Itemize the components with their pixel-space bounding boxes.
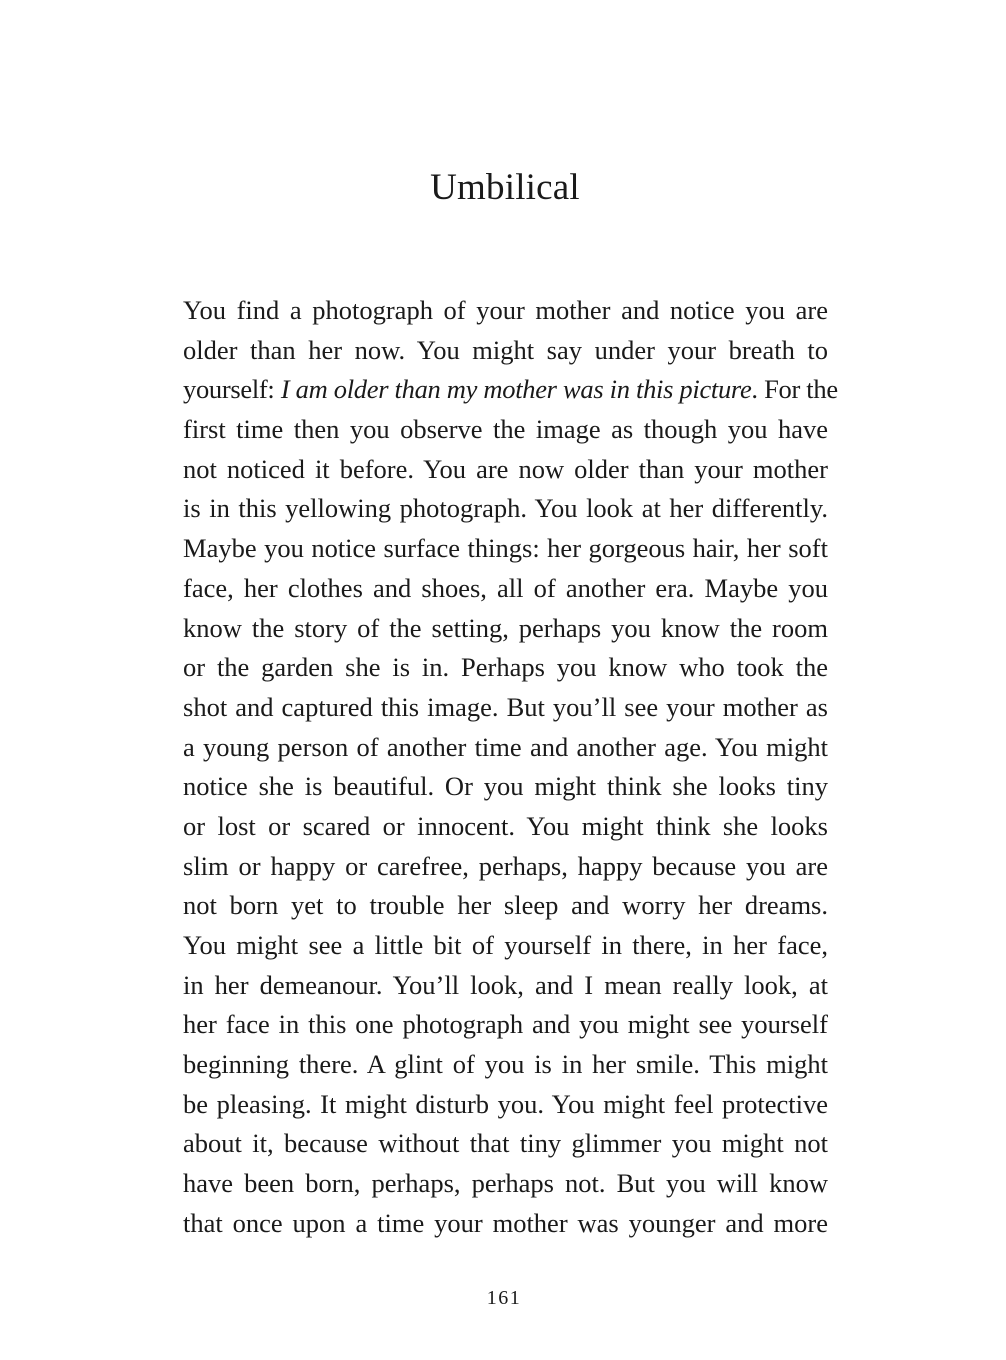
text-line [183,767,828,807]
text-line [183,1045,828,1085]
text-line [183,688,828,728]
line-text: yourself: [183,374,281,405]
text-line [183,1085,828,1125]
line-text: not noticed it before. You are now older than your mother [183,453,828,484]
line-text: notice she is beautiful. Or you might think she looks tiny [183,771,828,802]
text-line [183,529,828,569]
text-line [183,489,828,529]
text-line [183,807,828,847]
line-text: face, her clothes and shoes, all of another era. Maybe you [183,572,828,603]
text-line [183,926,828,966]
line-text: first time then you observe the image as though you have [183,414,828,445]
italic-quote: I am older than my mother was in this picture [280,374,752,405]
text-line [183,648,828,688]
chapter-title: Umbilical [430,167,580,208]
text-line [183,609,828,649]
line-text: be pleasing. It might disturb you. You might feel protective [183,1088,828,1119]
line-text: have been born, perhaps, perhaps not. But you will know [183,1168,828,1199]
text-line [183,331,828,371]
text-line [183,1204,828,1244]
line-text: You might see a little bit of yourself in there, in her face, [183,930,828,960]
text-line [183,1164,828,1204]
text-line [183,291,828,331]
line-text: that once upon a time your mother was younger and more [183,1207,828,1238]
text-line [183,1124,828,1164]
line-text: or the garden she is in. Perhaps you know who took the [183,652,828,683]
line-text: . For the [751,374,838,405]
text-line [183,847,828,887]
line-text: You find a photograph of your mother and notice you are [183,295,828,325]
line-text: is in this yellowing photograph. You look at her differently. [183,493,828,524]
line-text: Maybe you notice surface things: her gorgeous hair, her soft [183,533,828,564]
text-line [183,966,828,1006]
line-text: not born yet to trouble her sleep and worry her dreams. [183,890,828,921]
line-text: shot and captured this image. But you’ll see your mother as [183,691,828,722]
page-number: 161 [486,1287,522,1309]
text-line [183,569,828,609]
line-text: older than her now. You might say under your breath to [183,334,828,365]
line-text: about it, because without that tiny glimmer you might not [183,1128,828,1159]
line-text: slim or happy or carefree, perhaps, happy because you are [183,850,828,881]
line-text: her face in this one photograph and you might see yourself [183,1009,828,1040]
body-text [183,291,838,1244]
line-text: in her demeanour. You’ll look, and I mean really look, at [183,969,828,1000]
text-line [183,728,828,768]
line-text: beginning there. A glint of you is in her smile. This might [183,1049,828,1080]
text-line [183,410,828,450]
text-line [183,886,828,926]
text-line [183,370,838,410]
line-text: know the story of the setting, perhaps you know the room [183,612,828,643]
line-text: a young person of another time and another age. You might [183,731,828,762]
line-text: or lost or scared or innocent. You might think she looks [183,810,828,841]
text-line [183,450,828,490]
text-line [183,1005,828,1045]
